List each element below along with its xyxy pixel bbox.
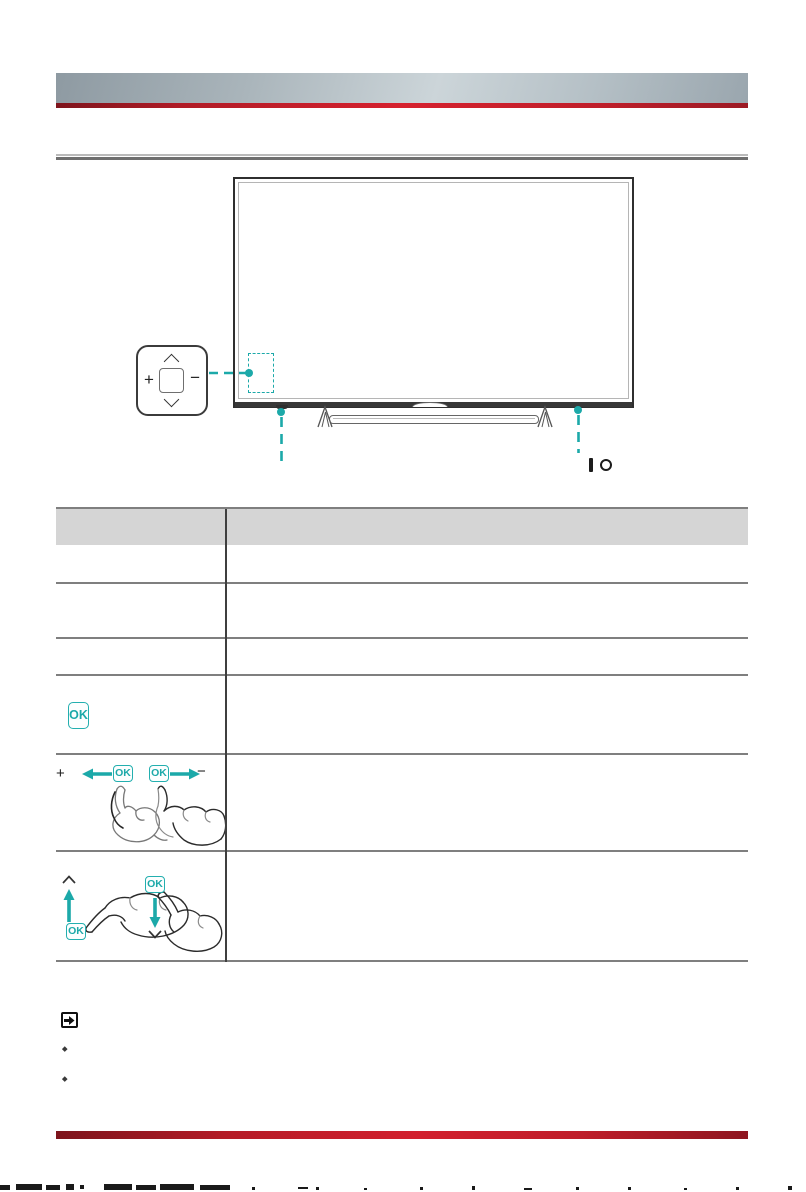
chevron-up-icon <box>164 354 180 370</box>
table-cell-control <box>56 852 225 960</box>
table-cell-description <box>225 755 748 850</box>
page-edge-text-fragments <box>0 1183 806 1192</box>
table-header-row <box>56 509 748 545</box>
plus-label: + <box>56 765 65 782</box>
table-cell-description <box>225 584 748 637</box>
note-bullet <box>62 1076 67 1081</box>
table-header-control <box>56 509 225 545</box>
callout-dashed-connector <box>209 369 249 377</box>
table-cell-description <box>225 639 748 674</box>
table-row <box>56 545 748 584</box>
ok-badge: OK <box>66 923 86 940</box>
ok-badge: OK <box>149 765 169 782</box>
table-cell-control <box>56 755 225 850</box>
table-row-swipe-vertical <box>56 852 748 962</box>
table-cell-description <box>225 545 748 582</box>
table-header-description <box>225 509 748 545</box>
note-arrow-icon <box>61 1012 78 1028</box>
tv-stand-legs-icon <box>312 405 558 429</box>
sensor-callout-line <box>279 417 284 463</box>
power-off-symbol <box>600 459 612 471</box>
table-column-divider <box>225 509 227 962</box>
header-red-line <box>56 103 748 108</box>
table-row <box>56 584 748 639</box>
table-row-ok-button <box>56 676 748 755</box>
ok-button-icon: OK <box>68 702 89 729</box>
volume-plus-label: + <box>144 370 154 389</box>
ok-badge: OK <box>113 765 133 782</box>
table-row-swipe-horizontal <box>56 755 748 852</box>
volume-minus-label: − <box>190 368 200 387</box>
header-bar <box>56 73 748 103</box>
table-cell-control <box>56 676 225 753</box>
buttons-table <box>56 507 748 960</box>
table-cell-control <box>56 639 225 674</box>
section-divider-top-line <box>56 154 748 156</box>
power-on-symbol <box>589 458 593 472</box>
control-location-dashed-box <box>248 353 274 393</box>
control-pad-diagram <box>136 345 208 416</box>
table-row <box>56 639 748 676</box>
power-callout-line <box>576 415 581 453</box>
minus-label: − <box>197 763 206 780</box>
tv-screen <box>238 182 629 399</box>
note-bullet <box>62 1046 67 1051</box>
section-divider-bottom-line <box>56 157 748 160</box>
table-cell-control <box>56 584 225 637</box>
chevron-down-icon <box>164 392 180 408</box>
sensor-callout-dot <box>277 408 285 416</box>
table-cell-control <box>56 545 225 582</box>
table-cell-description <box>225 676 748 753</box>
ok-badge: OK <box>145 876 165 893</box>
footer-red-bar <box>56 1131 748 1139</box>
power-callout-dot <box>574 406 582 414</box>
hand-swipe-up-down-icon <box>56 852 225 960</box>
ok-center-button <box>159 368 184 393</box>
table-cell-description <box>225 852 748 960</box>
